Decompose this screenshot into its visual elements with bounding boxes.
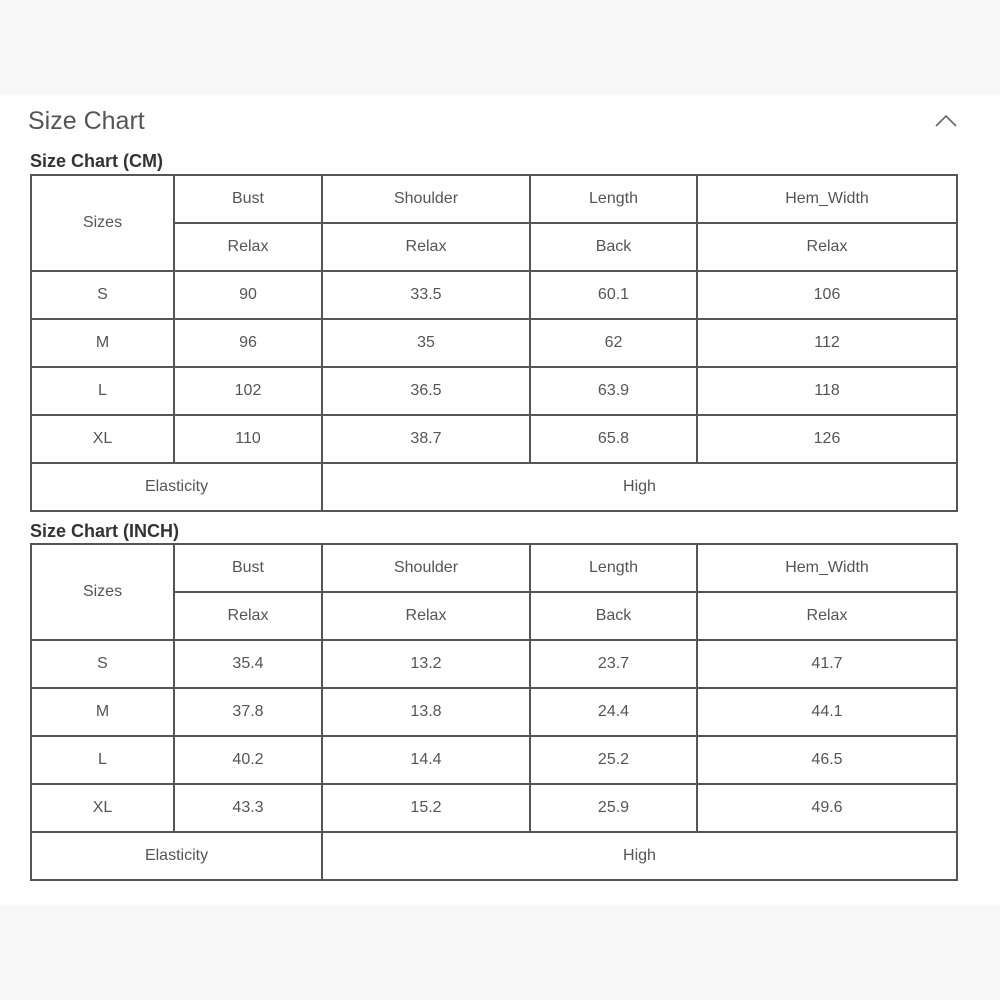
value-cell: 38.7 (322, 415, 530, 463)
value-cell: 65.8 (530, 415, 697, 463)
collapse-button[interactable] (932, 109, 960, 133)
value-cell: 25.2 (530, 736, 697, 784)
table-row (31, 415, 957, 463)
value-cell: 90 (174, 271, 322, 319)
section-title-inch: Size Chart (INCH) (30, 521, 180, 541)
value-cell: 13.8 (322, 688, 530, 736)
column-subheader: Back (530, 592, 697, 640)
column-header: Length (530, 175, 697, 223)
value-cell: 35 (322, 319, 530, 367)
column-subheader: Relax (697, 223, 957, 271)
section-title-cm: Size Chart (CM) (30, 151, 164, 171)
value-cell: 24.4 (530, 688, 697, 736)
value-cell: 106 (697, 271, 957, 319)
panel-title: Size Chart (28, 107, 145, 135)
column-header: Hem_Width (697, 175, 957, 223)
size-cell: S (31, 271, 174, 319)
column-subheader: Relax (697, 592, 957, 640)
size-cell: M (31, 319, 174, 367)
size-table-inch (30, 543, 958, 881)
value-cell: 23.7 (530, 640, 697, 688)
value-cell: 36.5 (322, 367, 530, 415)
value-cell: 49.6 (697, 784, 957, 832)
value-cell: 35.4 (174, 640, 322, 688)
value-cell: 14.4 (322, 736, 530, 784)
column-header: Hem_Width (697, 544, 957, 592)
elasticity-row (31, 463, 957, 511)
sizes-header: Sizes (31, 175, 174, 271)
table-row (31, 640, 957, 688)
table-header-row (31, 544, 957, 592)
value-cell: 15.2 (322, 784, 530, 832)
table-row (31, 784, 957, 832)
value-cell: 118 (697, 367, 957, 415)
column-subheader: Back (530, 223, 697, 271)
sizes-header: Sizes (31, 544, 174, 640)
elasticity-value: High (322, 463, 957, 511)
elasticity-label: Elasticity (31, 832, 322, 880)
column-subheader: Relax (174, 223, 322, 271)
value-cell: 46.5 (697, 736, 957, 784)
size-cell: L (31, 367, 174, 415)
table-row (31, 271, 957, 319)
table-row (31, 319, 957, 367)
table-header-row (31, 175, 957, 223)
size-cell: S (31, 640, 174, 688)
elasticity-row (31, 832, 957, 880)
value-cell: 63.9 (530, 367, 697, 415)
value-cell: 60.1 (530, 271, 697, 319)
table-row (31, 688, 957, 736)
value-cell: 102 (174, 367, 322, 415)
elasticity-label: Elasticity (31, 463, 322, 511)
size-cell: XL (31, 784, 174, 832)
value-cell: 96 (174, 319, 322, 367)
value-cell: 33.5 (322, 271, 530, 319)
value-cell: 62 (530, 319, 697, 367)
size-table-cm (30, 174, 958, 512)
column-header: Length (530, 544, 697, 592)
value-cell: 112 (697, 319, 957, 367)
value-cell: 25.9 (530, 784, 697, 832)
column-subheader: Relax (322, 223, 530, 271)
chevron-up-icon (932, 109, 960, 133)
size-chart-header[interactable] (28, 103, 968, 139)
value-cell: 41.7 (697, 640, 957, 688)
value-cell: 40.2 (174, 736, 322, 784)
column-subheader: Relax (174, 592, 322, 640)
column-header: Shoulder (322, 175, 530, 223)
size-cell: M (31, 688, 174, 736)
column-header: Bust (174, 175, 322, 223)
value-cell: 43.3 (174, 784, 322, 832)
value-cell: 37.8 (174, 688, 322, 736)
table-row (31, 367, 957, 415)
value-cell: 44.1 (697, 688, 957, 736)
value-cell: 13.2 (322, 640, 530, 688)
elasticity-value: High (322, 832, 957, 880)
table-row (31, 736, 957, 784)
size-cell: L (31, 736, 174, 784)
column-header: Shoulder (322, 544, 530, 592)
column-header: Bust (174, 544, 322, 592)
column-subheader: Relax (322, 592, 530, 640)
value-cell: 110 (174, 415, 322, 463)
value-cell: 126 (697, 415, 957, 463)
size-cell: XL (31, 415, 174, 463)
